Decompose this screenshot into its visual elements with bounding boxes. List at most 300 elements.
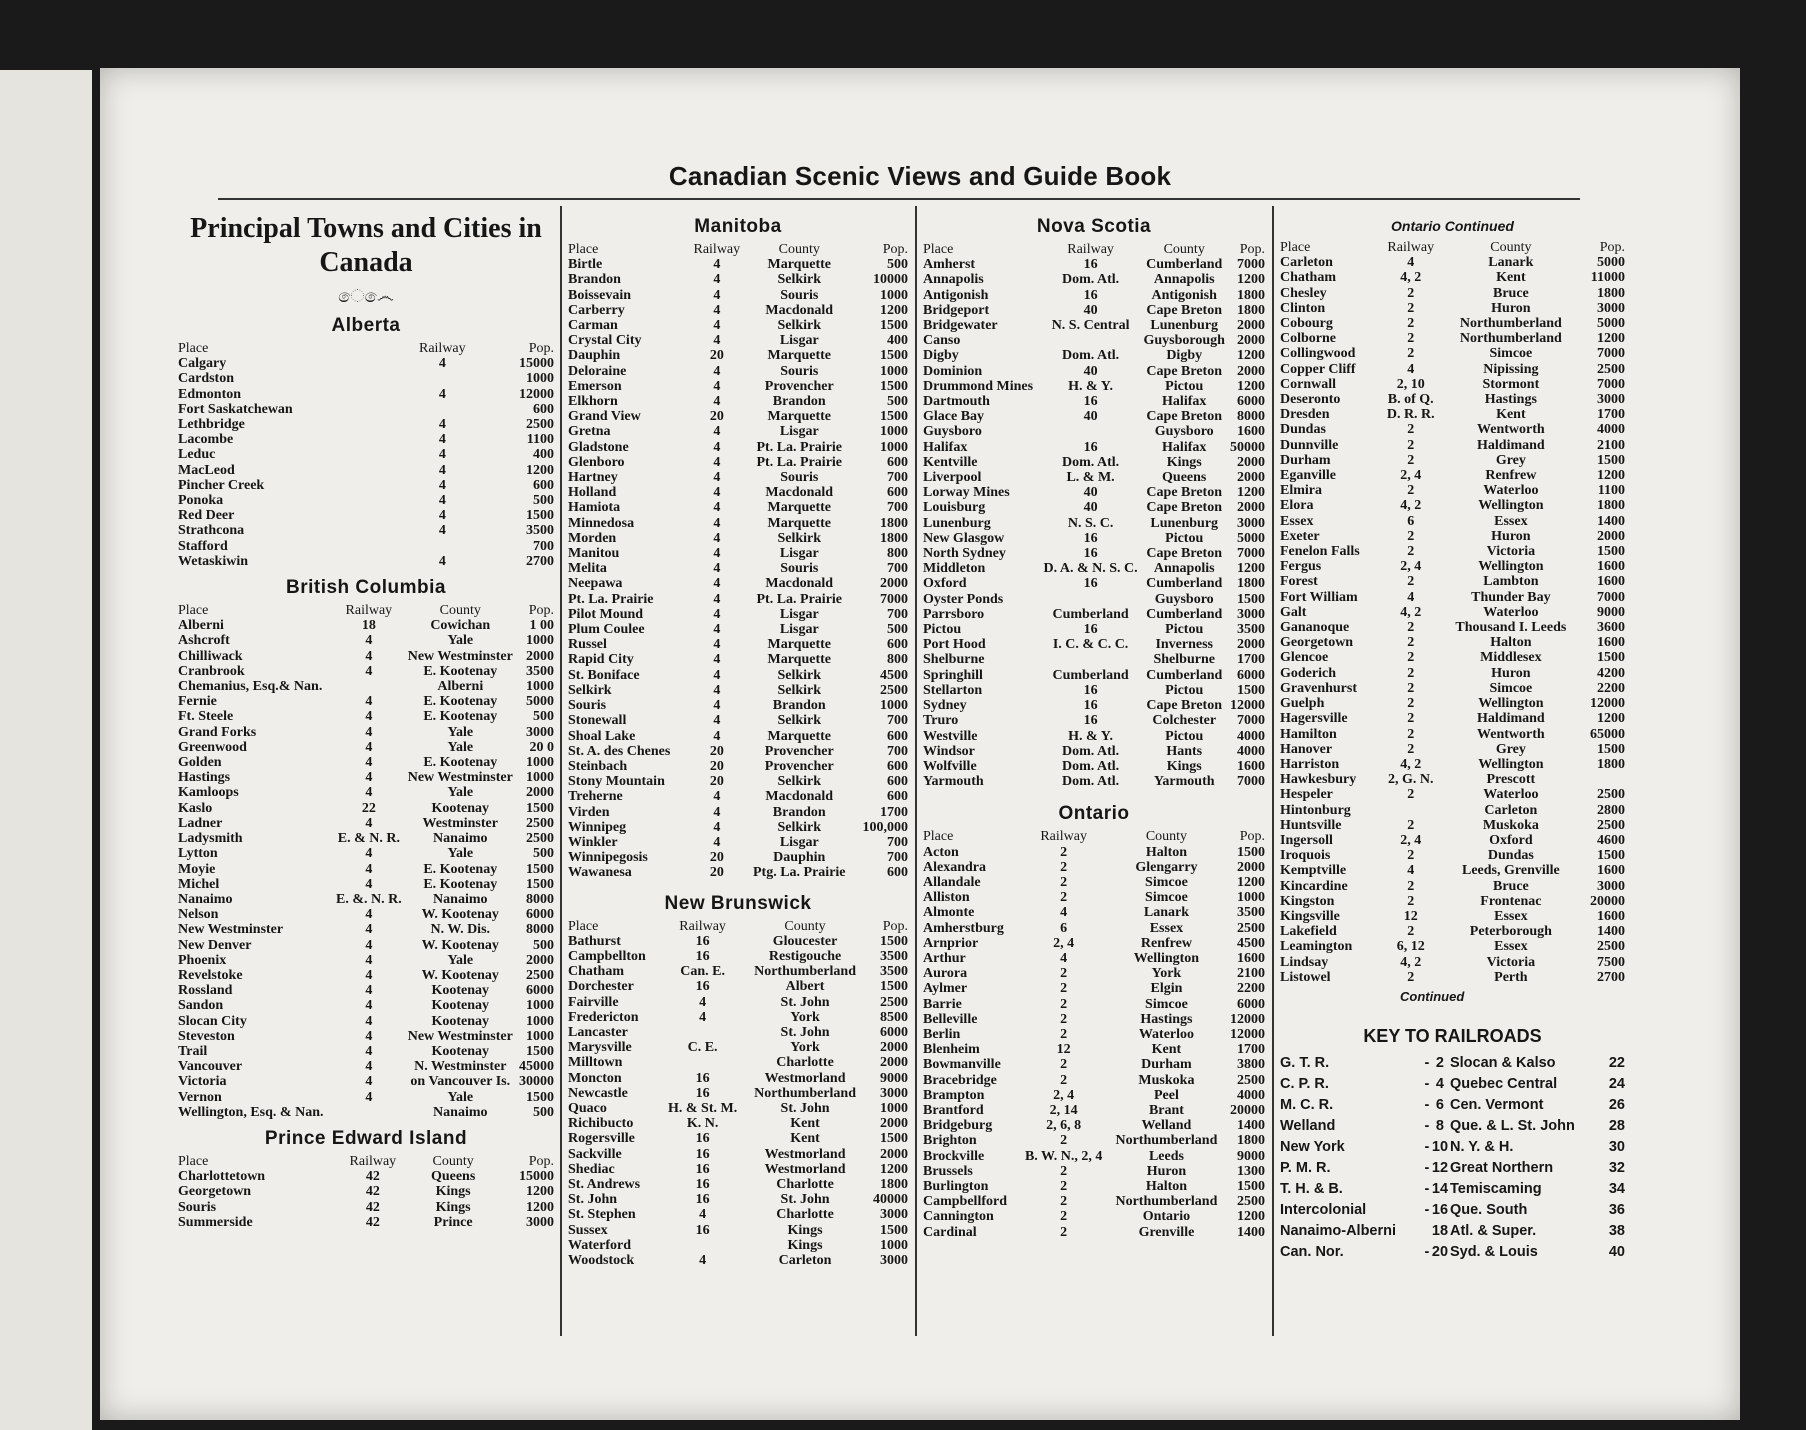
column-2 xyxy=(568,208,908,1268)
table-cell: 6000 xyxy=(526,983,554,999)
table-row xyxy=(1280,346,1625,361)
table-cell: Manitou xyxy=(568,546,620,562)
table-cell: Kings xyxy=(435,1184,471,1200)
table-cell: Golden xyxy=(178,755,222,771)
table-cell: 4 xyxy=(713,302,721,318)
table-row xyxy=(923,485,1265,500)
table-row xyxy=(1280,574,1625,589)
table-cell: 500 xyxy=(887,622,908,638)
table-cell xyxy=(1040,333,1140,348)
table-cell: Huron xyxy=(1491,665,1531,681)
section-title-british-columbia: British Columbia xyxy=(285,577,446,599)
table-cell: Dauphin xyxy=(773,850,826,866)
table-manitoba xyxy=(568,242,908,881)
table-row xyxy=(568,516,908,531)
continued-note: Continued xyxy=(1400,988,1465,1004)
table-cell: Ontario xyxy=(1142,1209,1191,1225)
table-cell: 1800 xyxy=(1237,576,1265,592)
table-cell: Moyie xyxy=(178,861,216,877)
table-cell: Pictou xyxy=(1165,378,1204,394)
table-cell: 12000 xyxy=(1590,696,1625,712)
table-cell: 16 xyxy=(695,1222,710,1238)
table-row xyxy=(178,740,554,755)
table-cell: Cape Breton xyxy=(1146,363,1222,379)
section-title-ontario-continued: Ontario Continued xyxy=(1391,218,1514,234)
table-cell: Hanover xyxy=(1280,741,1333,757)
table-cell: 4 xyxy=(713,637,721,653)
table-row xyxy=(568,364,908,379)
table-cell: 1600 xyxy=(1237,424,1265,440)
table-cell: 500 xyxy=(533,709,554,725)
table-row xyxy=(923,455,1265,470)
table-cell: Muskoka xyxy=(1482,817,1539,833)
table-row xyxy=(923,333,1265,348)
table-cell: 2 xyxy=(1407,483,1415,499)
table-cell: 1400 xyxy=(1237,1224,1265,1240)
table-row xyxy=(178,998,554,1013)
table-cell: Bridgewater xyxy=(923,318,998,334)
table-row xyxy=(1280,392,1625,407)
table-cell: 5000 xyxy=(1597,255,1625,271)
table-cell: Bowmanville xyxy=(923,1057,1001,1073)
table-cell: 1500 xyxy=(1237,1178,1265,1194)
table-cell xyxy=(334,1105,404,1120)
table-cell: Wellington xyxy=(1478,498,1544,514)
table-cell: Leduc xyxy=(178,447,216,463)
table-cell: Waterford xyxy=(568,1237,631,1253)
table-cell: 2000 xyxy=(1237,454,1265,470)
table-cell: Colborne xyxy=(1280,331,1336,347)
table-cell: Dundas xyxy=(1487,848,1534,864)
table-cell: Durham xyxy=(1141,1057,1192,1073)
table-cell: Kings xyxy=(787,1237,823,1253)
section-title-new-brunswick: New Brunswick xyxy=(664,892,812,914)
table-cell: 20 xyxy=(709,743,724,759)
table-cell: 6, 12 xyxy=(1396,939,1425,955)
table-cell: Calgary xyxy=(178,356,227,372)
table-row xyxy=(568,850,908,865)
table-cell: 20 xyxy=(1431,1243,1449,1260)
table-cell: 2 xyxy=(1060,966,1068,982)
table-row xyxy=(1280,650,1625,665)
table-cell: Steveston xyxy=(178,1028,235,1044)
table-new-brunswick xyxy=(568,919,908,1269)
table-cell: 1200 xyxy=(1597,711,1625,727)
table-cell: Northumberland xyxy=(1115,1133,1218,1149)
table-cell: 2500 xyxy=(1597,817,1625,833)
table-cell: Pt. La. Prairie xyxy=(756,454,843,470)
table-cell: 1500 xyxy=(526,1089,554,1105)
table-cell: Lakefield xyxy=(1280,924,1337,940)
table-row xyxy=(178,402,554,417)
table-cell: 1500 xyxy=(880,1222,908,1238)
table-cell: 4 xyxy=(1060,905,1068,921)
table-cell: Canso xyxy=(923,333,961,349)
table-cell: Selkirk xyxy=(777,667,822,683)
table-cell: - xyxy=(1424,1243,1430,1260)
table-row xyxy=(178,493,554,508)
table-cell: Waterloo xyxy=(1483,604,1539,620)
table-row xyxy=(923,1042,1265,1057)
table-cell: Provencher xyxy=(764,378,834,394)
table-cell: Almonte xyxy=(923,905,975,921)
table-cell: 4 xyxy=(438,523,446,539)
table-cell: 16 xyxy=(695,1131,710,1147)
table-cell: 16 xyxy=(1431,1201,1449,1218)
table-cell: Can. Nor. xyxy=(1280,1243,1344,1260)
table-cell: 40 xyxy=(1083,485,1098,501)
table-cell: Cape Breton xyxy=(1146,500,1222,516)
table-row xyxy=(568,1025,908,1040)
table-cell: Pt. La. Prairie xyxy=(568,591,654,607)
table-row xyxy=(1280,833,1625,848)
table-cell: 4 xyxy=(713,698,721,714)
table-cell: Kentville xyxy=(923,454,978,470)
table-cell: 4 xyxy=(713,287,721,303)
table-cell: D. R. R. xyxy=(1386,407,1435,423)
col-header: County xyxy=(778,242,820,257)
table-cell xyxy=(398,539,487,554)
table-row xyxy=(568,729,908,744)
table-cell: 1400 xyxy=(1597,513,1625,529)
table-cell: 4 xyxy=(713,546,721,562)
table-cell: Revelstoke xyxy=(178,967,243,983)
col-header: County xyxy=(432,1153,474,1169)
table-cell: Intercolonial xyxy=(1280,1201,1367,1218)
table-cell: Lunenburg xyxy=(1150,318,1219,334)
col-header: Railway xyxy=(1067,242,1114,257)
table-row xyxy=(568,652,908,667)
table-cell: Chemanius, Esq.& Nan. xyxy=(178,679,323,695)
table-row xyxy=(1280,529,1625,544)
table-cell: 6000 xyxy=(1237,667,1265,683)
table-row xyxy=(568,272,908,287)
table-row xyxy=(178,922,554,937)
table-cell: Marquette xyxy=(767,257,831,273)
table-row xyxy=(923,1027,1265,1042)
table-cell: 3000 xyxy=(1597,300,1625,316)
table-cell: Holland xyxy=(568,485,617,501)
table-cell: Prescott xyxy=(1486,772,1536,788)
table-row xyxy=(568,964,908,979)
table-cell: 4500 xyxy=(880,667,908,683)
table-cell: Wellington xyxy=(1133,950,1200,966)
table-row xyxy=(1280,635,1625,650)
table-row xyxy=(923,1118,1265,1133)
table-cell: Marquette xyxy=(767,500,831,516)
table-cell: 18 xyxy=(361,618,376,634)
table-cell: Essex xyxy=(1494,908,1528,924)
table-cell: 2000 xyxy=(1237,363,1265,379)
table-cell: 40 xyxy=(1083,409,1098,425)
table-cell: Fergus xyxy=(1280,559,1322,575)
table-cell: N. Westminster xyxy=(414,1059,507,1075)
table-cell: 9000 xyxy=(1597,604,1625,620)
table-cell: Selkirk xyxy=(777,318,822,334)
table-cell: 4 xyxy=(365,1059,373,1075)
table-cell: Bridgeport xyxy=(923,302,990,318)
table-body-british-columbia xyxy=(178,618,554,1120)
table-cell: Nelson xyxy=(178,907,219,923)
table-cell: Halifax xyxy=(923,439,968,455)
table-cell: 2000 xyxy=(1237,470,1265,486)
table-cell: Brockville xyxy=(923,1148,985,1164)
table-cell: N. S. C. xyxy=(1067,515,1114,531)
table-cell: Kingston xyxy=(1280,893,1335,909)
table-cell: Alliston xyxy=(923,890,970,906)
table-row xyxy=(923,1149,1265,1164)
section-title-nova-scotia: Nova Scotia xyxy=(1036,216,1152,237)
table-row xyxy=(923,759,1265,774)
table-cell: Steinbach xyxy=(568,758,628,774)
table-cell: 16 xyxy=(695,1161,710,1177)
table-cell: St. John xyxy=(568,1192,618,1208)
table-cell: 2 xyxy=(1060,981,1068,997)
table-cell: Cumberland xyxy=(1052,667,1129,683)
table-cell: Glenboro xyxy=(568,454,625,470)
table-cell: 4, 2 xyxy=(1400,604,1422,620)
table-cell: Yarmouth xyxy=(923,774,984,790)
table-row xyxy=(923,652,1265,667)
table-cell: Souris xyxy=(780,363,819,379)
table-cell: Chilliwack xyxy=(178,648,243,664)
table-cell: 4 xyxy=(365,846,373,862)
table-cell: 4 xyxy=(713,454,721,470)
table-row xyxy=(568,288,908,303)
table-cell: Georgetown xyxy=(178,1184,252,1200)
table-cell: Kings xyxy=(1166,758,1202,774)
table-cell: 32 xyxy=(1608,1159,1625,1176)
table-cell: B. W. N., 2, 4 xyxy=(1024,1148,1103,1164)
table-cell: Guysborough xyxy=(1143,333,1225,349)
table-cell: 8000 xyxy=(526,922,554,938)
table-cell: Hastings xyxy=(1140,1011,1193,1027)
table-cell: 2500 xyxy=(526,815,554,831)
table-row xyxy=(178,508,554,523)
table-cell: Gravenhurst xyxy=(1280,680,1357,696)
table-cell: Annapolis xyxy=(1153,272,1215,288)
table-cell: Fredericton xyxy=(568,1009,639,1025)
table-row xyxy=(923,1209,1265,1224)
table-row xyxy=(923,561,1265,576)
table-cell: 700 xyxy=(533,538,554,554)
table-row xyxy=(568,820,908,835)
column-divider-2 xyxy=(915,206,917,1336)
table-cell: Cardinal xyxy=(923,1224,977,1240)
table-row xyxy=(178,862,554,877)
section-title-pei: Prince Edward Island xyxy=(264,1127,468,1149)
table-cell: Richibucto xyxy=(568,1116,634,1132)
table-cell: Exeter xyxy=(1280,528,1320,544)
table-cell: 1500 xyxy=(1597,452,1625,468)
table-cell: 3000 xyxy=(1237,515,1265,531)
table-cell: 1800 xyxy=(1237,1133,1265,1149)
table-row xyxy=(568,1147,908,1162)
table-cell: 2 xyxy=(1407,422,1415,438)
table-cell: - xyxy=(1424,1117,1430,1134)
table-row xyxy=(568,485,908,500)
table-cell: Wetaskiwin xyxy=(178,553,249,569)
table-row xyxy=(178,907,554,922)
ornament-flourish: ෙ෴ෙ xyxy=(338,286,394,306)
table-cell: G. T. R. xyxy=(1280,1054,1330,1071)
table-cell: 34 xyxy=(1608,1180,1625,1197)
table-cell: 2000 xyxy=(880,1055,908,1071)
table-cell: 700 xyxy=(887,713,908,729)
table-cell: E. Kootenay xyxy=(423,876,498,892)
table-cell: 600 xyxy=(887,728,908,744)
table-cell: 4 xyxy=(713,530,721,546)
table-cell: 2200 xyxy=(1237,981,1265,997)
table-cell: 7000 xyxy=(1237,546,1265,562)
table-row xyxy=(568,622,908,637)
table-cell: 16 xyxy=(1083,698,1098,714)
table-cell: Gretna xyxy=(568,424,611,440)
table-cell: 700 xyxy=(887,606,908,622)
table-row xyxy=(923,774,1265,789)
table-cell: Lanark xyxy=(1488,255,1534,271)
table-row xyxy=(923,1179,1265,1194)
table-row xyxy=(1280,1158,1625,1179)
table-cell: 1800 xyxy=(880,1176,908,1192)
table-row xyxy=(923,890,1265,905)
table-cell: Listowel xyxy=(1280,969,1331,985)
table-cell: Windsor xyxy=(923,743,975,759)
table-row xyxy=(568,1116,908,1131)
table-cell: 4 xyxy=(713,667,721,683)
table-cell: Trail xyxy=(178,1043,208,1059)
table-cell: 1500 xyxy=(1237,844,1265,860)
table-row xyxy=(1280,848,1625,863)
table-row xyxy=(923,364,1265,379)
table-cell: Souris xyxy=(568,698,607,714)
table-cell: Ptg. La. Prairie xyxy=(752,865,846,881)
table-nova-scotia xyxy=(923,242,1265,789)
table-cell: N. Y. & H. xyxy=(1449,1138,1514,1155)
table-cell: 4 xyxy=(713,363,721,379)
section-title-manitoba: Manitoba xyxy=(694,216,782,237)
table-row xyxy=(923,409,1265,424)
table-cell: Brantford xyxy=(923,1102,984,1118)
table-cell: Summerside xyxy=(178,1214,253,1230)
table-cell: Shelburne xyxy=(923,652,985,668)
table-cell: 600 xyxy=(887,758,908,774)
table-body-ontario-continued xyxy=(1280,255,1625,985)
table-cell: Digby xyxy=(923,348,959,364)
table-cell: 20000 xyxy=(1590,893,1625,909)
table-cell: 2500 xyxy=(1597,361,1625,377)
table-cell: 4 xyxy=(713,682,721,698)
table-cell: - xyxy=(1424,1054,1430,1071)
table-cell: Elgin xyxy=(1150,981,1183,997)
table-cell: 1200 xyxy=(1237,272,1265,288)
table-cell: Marquette xyxy=(767,637,831,653)
table-cell: Chatham xyxy=(1280,270,1337,286)
table-row xyxy=(568,1071,908,1086)
table-cell: Muskoka xyxy=(1138,1072,1195,1088)
table-cell: Truro xyxy=(923,713,959,729)
table-cell: 1500 xyxy=(880,1131,908,1147)
col-header: Pop. xyxy=(1239,242,1265,257)
table-cell: 4 xyxy=(365,815,373,831)
table-cell: Amherst xyxy=(923,257,976,273)
table-cell: Oxford xyxy=(923,576,967,592)
table-cell: 15000 xyxy=(519,1169,554,1185)
table-cell: 4 xyxy=(713,333,721,349)
table-cell: 1200 xyxy=(880,1161,908,1177)
table-cell: 500 xyxy=(533,493,554,509)
table-row xyxy=(923,546,1265,561)
table-cell: 1200 xyxy=(1237,1209,1265,1225)
table-cell: Sydney xyxy=(923,698,967,714)
table-cell: 1500 xyxy=(880,378,908,394)
table-cell: Souris xyxy=(780,287,819,303)
table-cell: 2 xyxy=(1060,859,1068,875)
table-cell: Lisgar xyxy=(779,622,819,638)
table-cell: Bridgeburg xyxy=(923,1118,993,1134)
table-cell: 1000 xyxy=(526,679,554,695)
table-cell: Halifax xyxy=(1162,439,1207,455)
table-alberta xyxy=(178,341,554,569)
table-cell: Marquette xyxy=(767,348,831,364)
table-cell: H. & St. M. xyxy=(667,1100,738,1116)
table-cell: Emerson xyxy=(568,378,622,394)
table-row xyxy=(923,424,1265,439)
table-cell: E. & N. R. xyxy=(337,831,400,847)
table-cell: Kings xyxy=(1166,454,1202,470)
table-cell: Hants xyxy=(1166,743,1203,759)
table-cell: Burlington xyxy=(923,1178,989,1194)
table-cell: Dundas xyxy=(1280,422,1326,438)
table-cell: 20 xyxy=(709,348,724,364)
table-cell: Nanaimo xyxy=(433,831,488,847)
table-cell: E. Kootenay xyxy=(423,861,498,877)
table-row xyxy=(568,1040,908,1055)
table-cell: Winnipegosis xyxy=(568,850,648,866)
table-row xyxy=(178,1014,554,1029)
table-cell: 2 xyxy=(1407,300,1415,316)
table-cell xyxy=(398,371,487,386)
table-cell: 12000 xyxy=(1230,698,1265,714)
table-cell: 4 xyxy=(365,1074,373,1090)
col-header: Railway xyxy=(1040,829,1087,845)
table-row xyxy=(1280,1200,1625,1221)
table-cell: 3500 xyxy=(1237,622,1265,638)
table-cell: Haldimand xyxy=(1477,711,1545,727)
page-title: Canadian Scenic Views and Guide Book xyxy=(668,161,1172,191)
col-header: Place xyxy=(568,242,599,257)
table-cell: 4 xyxy=(365,633,373,649)
table-cell: 42 xyxy=(365,1169,380,1185)
table-cell: 6000 xyxy=(880,1024,908,1040)
table-cell: 2500 xyxy=(880,994,908,1010)
table-cell: 4 xyxy=(365,952,373,968)
table-cell: 5000 xyxy=(1237,530,1265,546)
table-row xyxy=(568,1192,908,1207)
table-cell: 40 xyxy=(1608,1243,1625,1260)
table-cell: 16 xyxy=(1083,394,1098,410)
table-row xyxy=(568,637,908,652)
col-header: Pop. xyxy=(882,242,908,257)
col-header: Pop. xyxy=(528,603,554,619)
table-row xyxy=(568,379,908,394)
table-cell: New York xyxy=(1280,1138,1345,1155)
table-row xyxy=(1280,438,1625,453)
table-row xyxy=(178,1105,554,1120)
table-row xyxy=(178,1029,554,1044)
table-cell: K. N. xyxy=(686,1116,719,1132)
table-cell: Westminster xyxy=(422,815,498,831)
